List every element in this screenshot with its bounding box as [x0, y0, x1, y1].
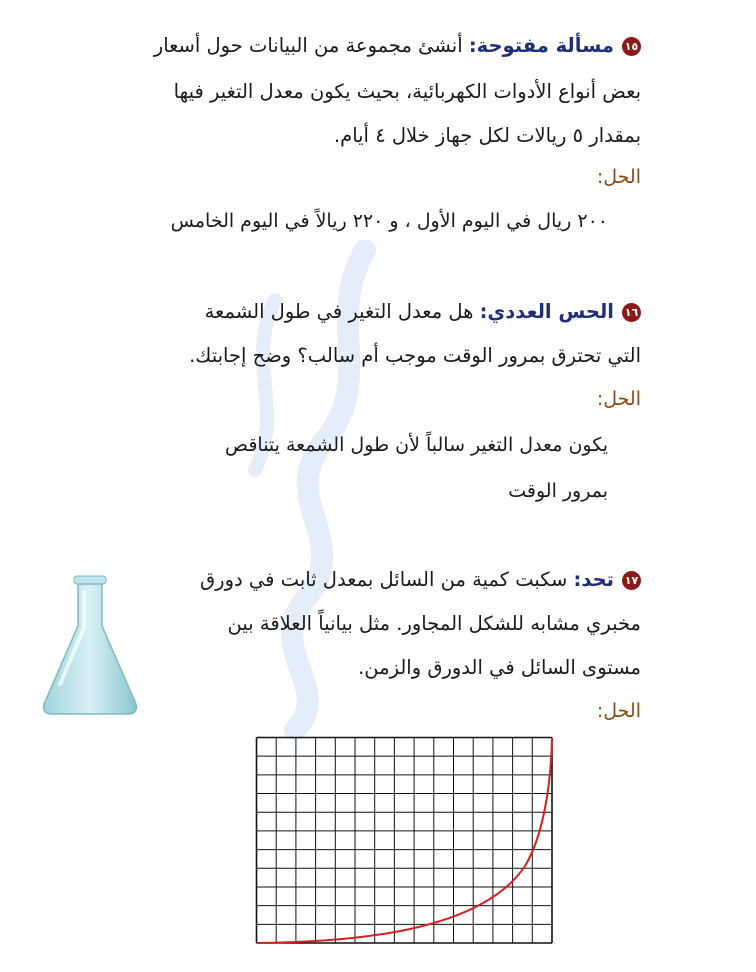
level-time-graph: [255, 736, 555, 946]
problem-15-line-1: [154, 32, 641, 60]
problem-16-solution-label: الحل:: [596, 388, 641, 410]
problem-16-line-1: [205, 298, 641, 326]
problem-15-text-2: بعض أنواع الأدوات الكهربائية، بحيث يكون معدل التغير فيها: [173, 80, 641, 103]
problem-16-answer-1: يكون معدل التغير سالباً لأن طول الشمعة يتناقص: [225, 434, 608, 456]
problem-17-heading: تحد:: [573, 568, 614, 591]
problem-17-line-1: [200, 566, 641, 594]
flask-icon: [40, 574, 140, 718]
problem-17-text-2: مخبري مشابه للشكل المجاور. مثل بيانياً العلاقة بين: [227, 612, 641, 635]
graph-curve: [257, 738, 552, 943]
problem-15-text-1: أنشئ مجموعة من البيانات حول أسعار: [153, 34, 463, 57]
problem-16-heading: الحس العددي:: [479, 300, 614, 323]
problem-15-text-3: بمقدار ٥ ريالات لكل جهاز خلال ٤ أيام.: [333, 124, 641, 147]
problem-15-answer: ٢٠٠ ريال في اليوم الأول ، و ٢٢٠ ريالاً في اليوم الخامس: [170, 210, 608, 232]
problem-16-text-1: هل معدل التغير في طول الشمعة: [204, 300, 474, 323]
problem-17-text-1: سكبت كمية من السائل بمعدل ثابت في دورق: [200, 568, 568, 591]
graph-grid: [257, 738, 553, 944]
problem-17-number: ١٧: [622, 571, 641, 590]
problem-15-solution-label: الحل:: [596, 166, 641, 188]
problem-17-solution-label: الحل:: [596, 700, 641, 722]
problem-15-heading: مسألة مفتوحة:: [468, 34, 614, 57]
problem-16-text-2: التي تحترق بمرور الوقت موجب أم سالب؟ وضح إجابتك.: [189, 344, 641, 367]
problem-16-answer-2: بمرور الوقت: [508, 480, 608, 502]
problem-17-text-3: مستوى السائل في الدورق والزمن.: [358, 656, 641, 679]
problem-16-number: ١٦: [622, 303, 641, 322]
problem-15-number: ١٥: [622, 37, 641, 56]
